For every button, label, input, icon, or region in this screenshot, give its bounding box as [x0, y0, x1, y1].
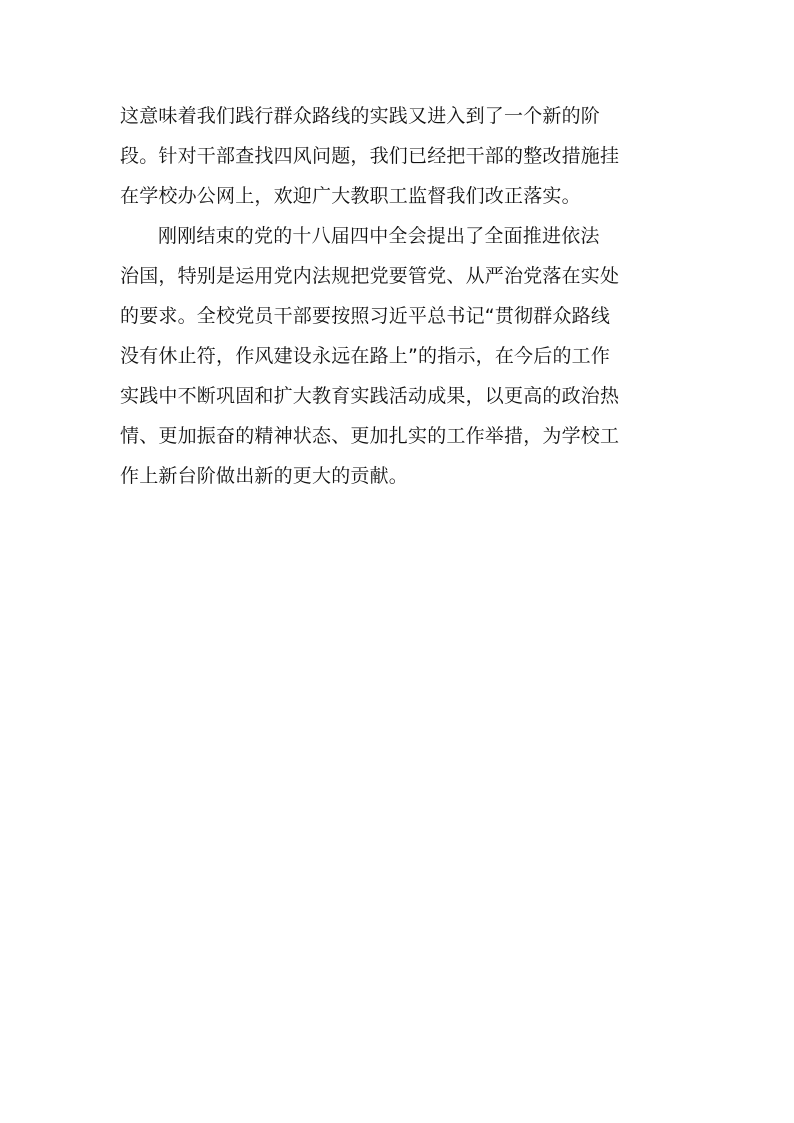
body-text [120, 96, 680, 496]
text-line: 刚刚结束的党的十八届四中全会提出了全面推进依法 [158, 225, 600, 247]
paragraph-2 [120, 216, 680, 496]
text-line: 实践中不断巩固和扩大教育实践活动成果，以更高的政治热 [120, 385, 620, 407]
text-line: 作上新台阶做出新的更大的贡献。 [120, 465, 409, 487]
text-line: 的要求。全校党员干部要按照习近平总书记“贯彻群众路线 [120, 305, 611, 327]
text-line: 没有休止符，作风建设永远在路上”的指示，在今后的工作 [120, 345, 611, 367]
text-line: 段。针对干部查找四风问题，我们已经把干部的整改措施挂 [120, 145, 620, 167]
text-line: 在学校办公网上，欢迎广大教职工监督我们改正落实。 [120, 185, 581, 207]
text-line: 这意味着我们践行群众路线的实践又进入到了一个新的阶 [120, 105, 601, 127]
paragraph-1 [120, 96, 680, 216]
text-line: 情、更加振奋的精神状态、更加扎实的工作举措，为学校工 [120, 425, 620, 447]
text-line: 治国，特别是运用党内法规把党要管党、从严治党落在实处 [120, 265, 620, 287]
